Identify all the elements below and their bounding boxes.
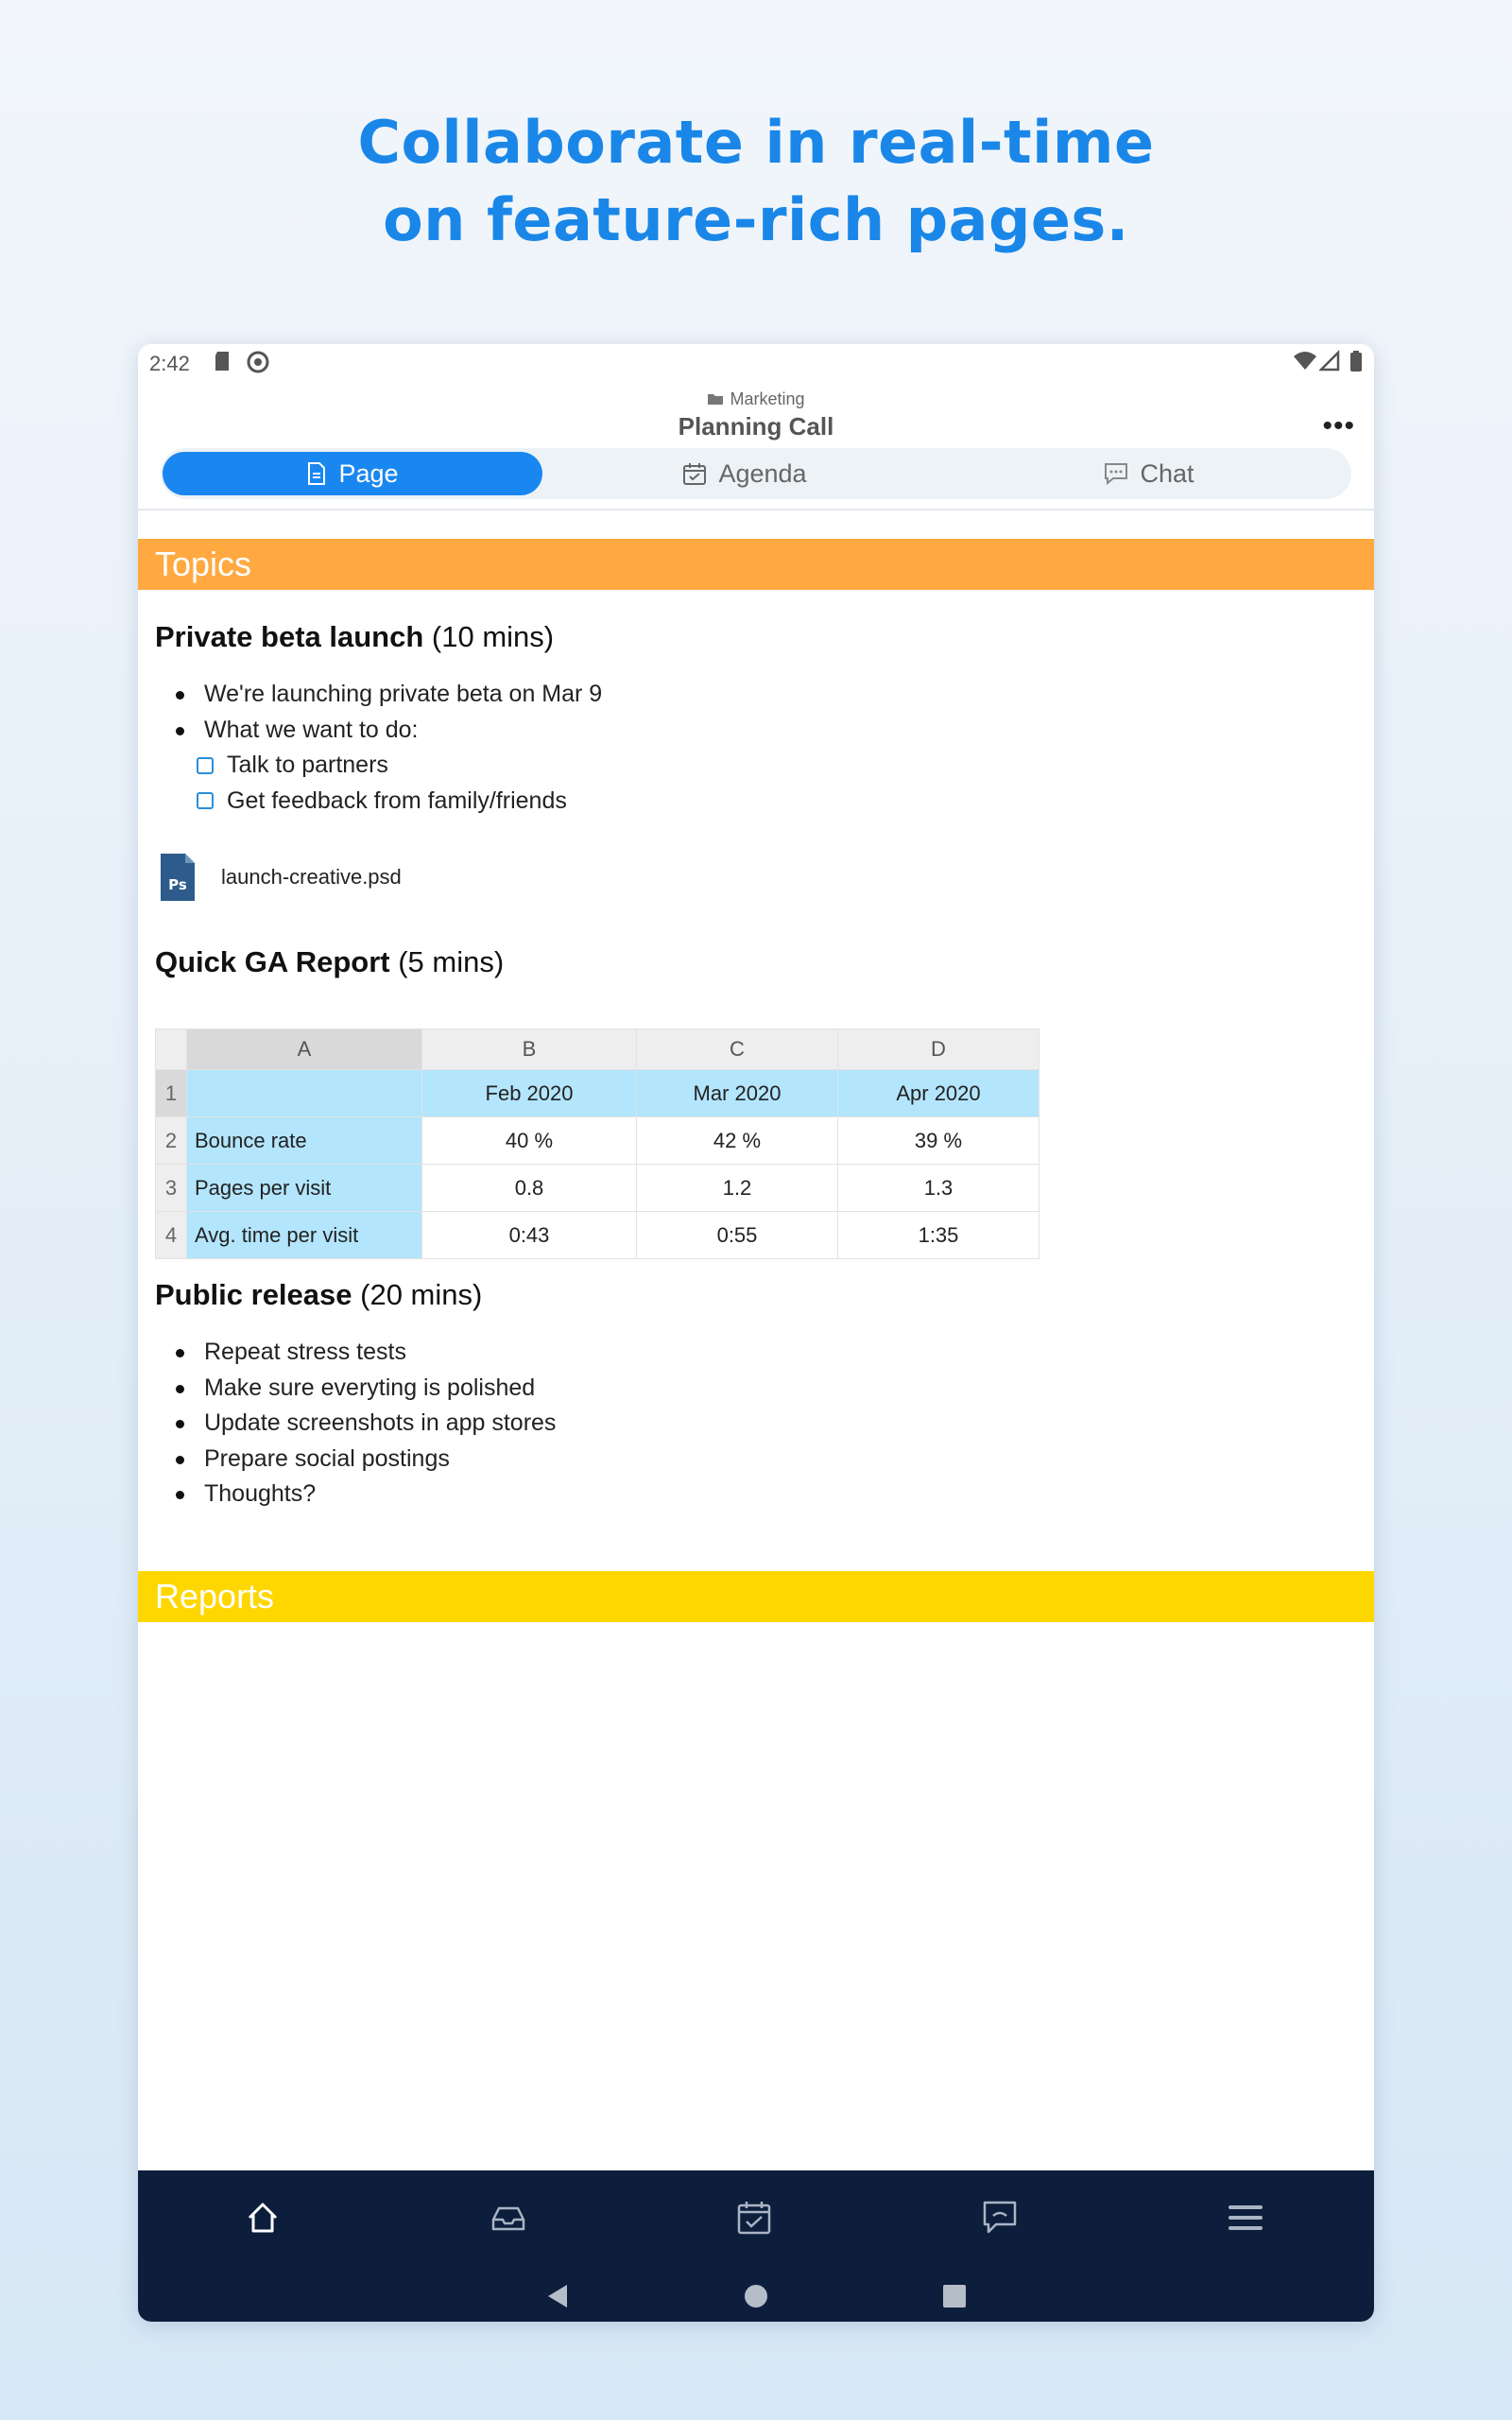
list-item: Prepare social postings bbox=[176, 1442, 556, 1478]
battery-icon bbox=[1349, 350, 1363, 377]
table-cell[interactable]: 0.8 bbox=[422, 1165, 637, 1212]
tab-bar bbox=[161, 448, 1351, 499]
status-bar bbox=[138, 344, 1374, 382]
system-home-icon[interactable] bbox=[743, 2282, 769, 2315]
checklist-item[interactable] bbox=[197, 784, 567, 820]
checklist-item-label: Talk to partners bbox=[227, 752, 388, 778]
bullet-list bbox=[176, 677, 602, 748]
column-header[interactable]: C bbox=[637, 1029, 838, 1070]
sync-icon bbox=[246, 350, 270, 379]
chat-icon[interactable] bbox=[981, 2199, 1019, 2241]
promo-headline bbox=[0, 104, 1512, 259]
tab-agenda-label: Agenda bbox=[718, 458, 807, 488]
section-header-topics[interactable]: Topics bbox=[138, 539, 1374, 590]
promo-headline-line2: on feature-rich pages. bbox=[383, 185, 1129, 254]
column-header[interactable]: D bbox=[838, 1029, 1040, 1070]
home-icon[interactable] bbox=[244, 2199, 282, 2241]
table-cell[interactable]: 42 % bbox=[637, 1117, 838, 1165]
signal-icon bbox=[1319, 350, 1340, 377]
table-cell[interactable]: 40 % bbox=[422, 1117, 637, 1165]
spreadsheet-table[interactable] bbox=[155, 1028, 1040, 1259]
list-item: What we want to do: bbox=[176, 713, 602, 749]
page-title: Planning Call bbox=[678, 412, 834, 441]
header-divider bbox=[138, 509, 1374, 510]
promo-headline-line1: Collaborate in real-time bbox=[357, 108, 1155, 177]
tab-page-label: Page bbox=[338, 458, 399, 488]
topic-duration: (20 mins) bbox=[360, 1278, 483, 1311]
topic-title: Public release bbox=[155, 1278, 352, 1311]
table-cell[interactable]: Feb 2020 bbox=[422, 1070, 637, 1117]
calendar-icon bbox=[682, 461, 707, 486]
folder-name: Marketing bbox=[730, 389, 805, 408]
checkbox[interactable] bbox=[197, 757, 214, 774]
system-recents-icon[interactable] bbox=[941, 2282, 968, 2315]
topic-title: Private beta launch bbox=[155, 620, 424, 653]
list-item: Repeat stress tests bbox=[176, 1335, 556, 1371]
table-cell[interactable]: 0:55 bbox=[637, 1212, 838, 1259]
folder-icon bbox=[707, 390, 724, 410]
topic-duration: (10 mins) bbox=[431, 620, 555, 653]
tab-agenda[interactable] bbox=[542, 452, 947, 495]
corner-cell bbox=[156, 1029, 187, 1070]
table-cell[interactable]: 0:43 bbox=[422, 1212, 637, 1259]
row-header[interactable]: 2 bbox=[156, 1117, 187, 1165]
table-cell[interactable]: Mar 2020 bbox=[637, 1070, 838, 1117]
wifi-icon bbox=[1293, 350, 1317, 377]
checklist bbox=[197, 748, 567, 819]
more-options-button[interactable]: ••• bbox=[1322, 410, 1355, 441]
table-cell[interactable]: Pages per visit bbox=[187, 1165, 422, 1212]
section-header-reports[interactable]: Reports bbox=[138, 1571, 1374, 1622]
topic-heading bbox=[155, 1278, 482, 1312]
chat-icon bbox=[1104, 461, 1128, 486]
folder-breadcrumb[interactable] bbox=[138, 389, 1374, 410]
table-cell[interactable]: Apr 2020 bbox=[838, 1070, 1040, 1117]
row-header[interactable]: 1 bbox=[156, 1070, 187, 1117]
column-header[interactable]: A bbox=[187, 1029, 422, 1070]
topic-heading bbox=[155, 620, 554, 654]
page-icon bbox=[306, 461, 327, 486]
checklist-item[interactable] bbox=[197, 748, 567, 784]
row-header[interactable]: 3 bbox=[156, 1165, 187, 1212]
tab-chat-label: Chat bbox=[1140, 458, 1194, 488]
photoshop-file-icon bbox=[159, 852, 197, 903]
list-item: We're launching private beta on Mar 9 bbox=[176, 677, 602, 713]
device-frame bbox=[138, 344, 1374, 2322]
table-cell[interactable] bbox=[187, 1070, 422, 1117]
list-item: Update screenshots in app stores bbox=[176, 1406, 556, 1442]
sd-card-icon bbox=[214, 350, 231, 377]
menu-icon[interactable] bbox=[1227, 2199, 1264, 2241]
file-name: launch-creative.psd bbox=[221, 865, 402, 889]
list-item: Thoughts? bbox=[176, 1477, 556, 1512]
status-time: 2:42 bbox=[149, 352, 190, 375]
table-cell[interactable]: 39 % bbox=[838, 1117, 1040, 1165]
table-cell[interactable]: 1.2 bbox=[637, 1165, 838, 1212]
file-badge: Ps bbox=[168, 876, 187, 893]
list-item: Make sure everyting is polished bbox=[176, 1371, 556, 1407]
system-back-icon[interactable] bbox=[544, 2282, 571, 2315]
row-header[interactable]: 4 bbox=[156, 1212, 187, 1259]
bullet-list bbox=[176, 1335, 556, 1512]
checkbox[interactable] bbox=[197, 792, 214, 809]
table-cell[interactable]: 1:35 bbox=[838, 1212, 1040, 1259]
topic-title: Quick GA Report bbox=[155, 945, 390, 978]
tab-chat[interactable] bbox=[947, 452, 1351, 495]
table-cell[interactable]: Bounce rate bbox=[187, 1117, 422, 1165]
checklist-item-label: Get feedback from family/friends bbox=[227, 786, 567, 814]
calendar-icon[interactable] bbox=[735, 2199, 773, 2241]
bottom-navigation bbox=[138, 2170, 1374, 2322]
topic-duration: (5 mins) bbox=[398, 945, 505, 978]
topic-heading bbox=[155, 945, 504, 979]
column-header[interactable]: B bbox=[422, 1029, 637, 1070]
file-attachment[interactable] bbox=[159, 851, 402, 904]
inbox-icon[interactable] bbox=[490, 2199, 527, 2241]
tab-page[interactable] bbox=[163, 452, 542, 495]
table-cell[interactable]: Avg. time per visit bbox=[187, 1212, 422, 1259]
table-cell[interactable]: 1.3 bbox=[838, 1165, 1040, 1212]
